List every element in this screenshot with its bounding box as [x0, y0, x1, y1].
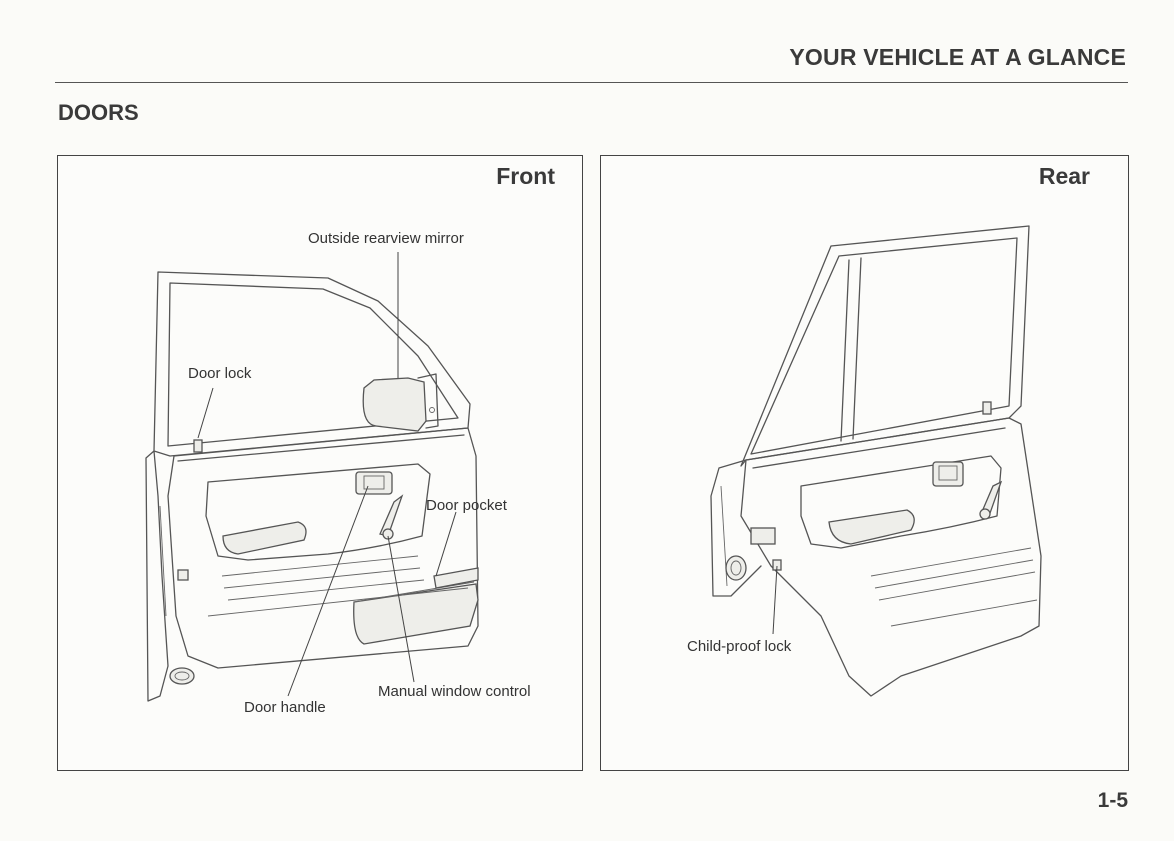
callout-door-pocket: Door pocket [426, 497, 507, 514]
leader-door-handle [288, 486, 368, 696]
rear-door-figure [600, 155, 1129, 771]
front-panel-label: Front [496, 163, 555, 189]
callout-child-proof-lock: Child-proof lock [687, 638, 792, 655]
front-door-illustration [58, 156, 582, 770]
page-number: 1-5 [1097, 789, 1128, 812]
leader-door-lock [198, 388, 213, 438]
callout-outside-mirror: Outside rearview mirror [308, 230, 464, 247]
callout-door-handle: Door handle [244, 699, 326, 716]
header-rule [55, 82, 1128, 83]
rear-door-illustration [601, 156, 1128, 770]
leader-child-proof-lock [773, 566, 777, 634]
callout-manual-window-control: Manual window control [378, 683, 531, 700]
callout-door-lock: Door lock [188, 365, 252, 382]
header-title: YOUR VEHICLE AT A GLANCE [789, 44, 1126, 70]
leader-door-pocket [436, 512, 456, 576]
front-door-figure [57, 155, 583, 771]
section-title: DOORS [58, 100, 139, 125]
rear-panel-label: Rear [1038, 163, 1090, 189]
